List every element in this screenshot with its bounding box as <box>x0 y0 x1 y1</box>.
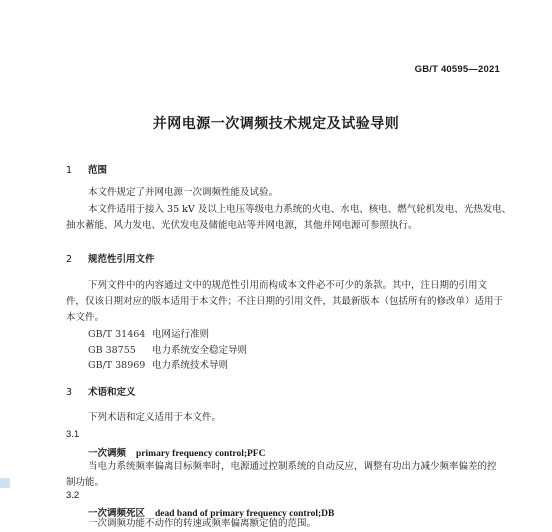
section-heading-normative-references <box>66 251 155 265</box>
refs-paragraph-line-3: 本文件。 <box>66 312 105 323</box>
section-heading-terms <box>66 384 136 398</box>
term-definition-line-1: 当电力系统频率偏离目标频率时，电源通过控制系统的自动反应，调整有功出力减少频率偏差的控 <box>88 461 497 472</box>
reference-code: GB/T 38969 <box>88 360 146 371</box>
refs-paragraph-line-1: 下列文件中的内容通过文中的规范性引用而构成本文件必不可少的条款。其中，注日期的引用文 <box>88 280 488 291</box>
document-title: 并网电源一次调频技术规定及试验导则 <box>152 116 400 132</box>
reference-code: GB 38755 <box>88 345 136 356</box>
reference-code: GB/T 31464 <box>88 329 146 340</box>
terms-intro: 下列术语和定义适用于本文件。 <box>88 412 222 423</box>
section-number: 2 <box>66 254 73 265</box>
standard-number: GB/T 40595—2021 <box>414 64 500 75</box>
reference-title: 电力系统技术导则 <box>152 360 229 371</box>
clause-number: 3.2 <box>66 490 80 501</box>
section-title: 术语和定义 <box>88 387 136 398</box>
term-definition-line-2: 制功能。 <box>66 477 105 488</box>
term-chinese: 一次调频 <box>88 448 127 459</box>
page-edge-marker <box>0 478 10 488</box>
reference-item <box>88 326 209 340</box>
section-number: 3 <box>66 387 73 398</box>
refs-paragraph-line-2: 件，仅该日期对应的版本适用于本文件；不注日期的引用文件，其最新版本（包括所有的修改单）适用于 <box>66 296 504 307</box>
term-chinese: 一次调频死区 <box>88 508 146 519</box>
reference-item <box>88 357 228 371</box>
term-definition-line-1: 一次调频功能不动作的转速或频率偏离额定值的范围。 <box>88 518 317 529</box>
section-title: 范围 <box>88 165 108 176</box>
section-title: 规范性引用文件 <box>88 254 155 265</box>
term-english: primary frequency control;PFC <box>136 449 266 459</box>
clause-number: 3.1 <box>66 429 80 440</box>
reference-title: 电网运行准则 <box>152 329 210 340</box>
term-entry <box>88 445 265 459</box>
scope-paragraph-2-line-2: 抽水蓄能、风力发电、光伏发电及储能电站等并网电源，其他并网电源可参照执行。 <box>66 220 418 231</box>
section-number: 1 <box>66 165 73 176</box>
scope-paragraph-1: 本文件规定了并网电源一次调频性能及试验。 <box>88 187 279 198</box>
section-heading-scope <box>66 162 107 176</box>
scope-paragraph-2-line-1: 本文件适用于接入 35 kV 及以上电压等级电力系统的火电、水电、核电、燃气轮机发电、光热发电、 <box>88 204 512 215</box>
reference-item <box>88 342 247 356</box>
term-english: dead band of primary frequency control;DB <box>155 509 335 519</box>
reference-title: 电力系统安全稳定导则 <box>152 345 248 356</box>
